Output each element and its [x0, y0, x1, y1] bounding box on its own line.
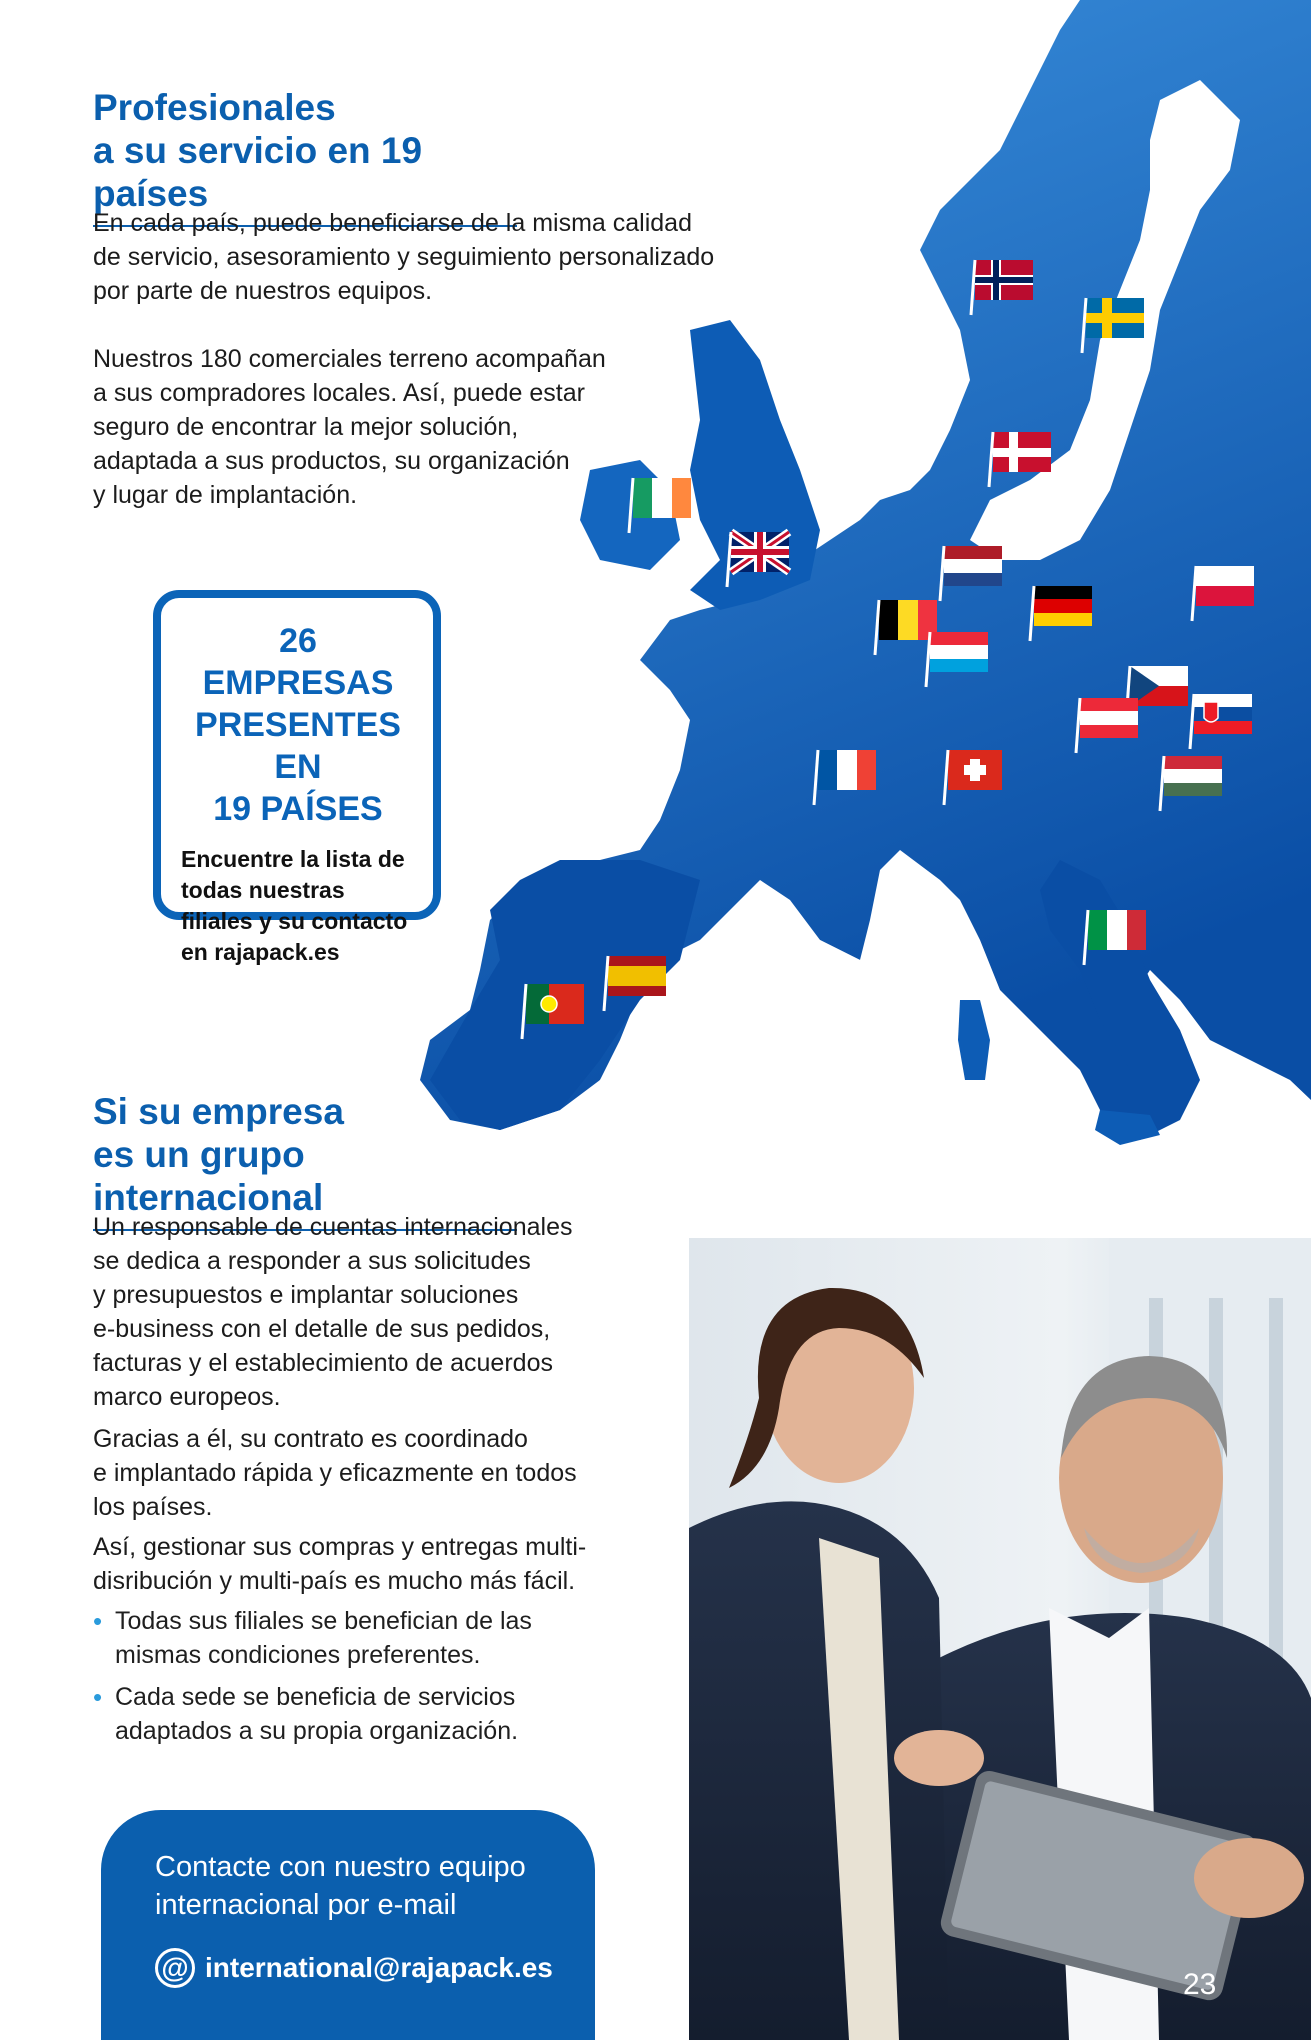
at-sign-icon: @ [155, 1948, 195, 1988]
account-manager-paragraph [93, 1210, 613, 1414]
text-line: e-business con el detalle de sus pedidos, [93, 1315, 551, 1343]
text-line: Así, gestionar sus compras y entregas multi- [93, 1533, 587, 1561]
email-address[interactable]: international@rajapack.es [205, 1952, 553, 1983]
text-line: Todas sus filiales se benefician de las [115, 1607, 532, 1635]
title-line: a su servicio en 19 países [93, 130, 423, 214]
text-line: Cada sede se beneficia de servicios [115, 1683, 516, 1711]
text-line: adaptados a su propia organización. [115, 1717, 519, 1745]
text-line: Gracias a él, su contrato es coordinado [93, 1425, 528, 1453]
page-number: 23 [1183, 1968, 1217, 2001]
text-line: Un responsable de cuentas internacionales [93, 1213, 573, 1241]
text-line: se dedica a responder a sus solicitudes [93, 1247, 531, 1275]
contract-paragraph [93, 1422, 613, 1524]
email-link[interactable] [155, 1948, 565, 1988]
text-line: a sus compradores locales. Así, puede estar [93, 379, 585, 407]
text-line: seguro de encontrar la mejor solución, [93, 413, 519, 441]
text-line: Nuestros 180 comerciales terreno acompañan [93, 345, 606, 373]
contact-box [101, 1810, 595, 2040]
business-people-photo [689, 1238, 1311, 2040]
callout-headline-line: 26 EMPRESAS [202, 622, 394, 702]
benefits-list [93, 1604, 613, 1756]
text-line: disribución y multi-país es mucho más fácil. [93, 1567, 576, 1595]
title-line: es un grupo internacional [93, 1134, 324, 1218]
text-line: los países. [93, 1493, 213, 1521]
text-line: adaptada a sus productos, su organización [93, 447, 570, 475]
bullet-icon: • [93, 1606, 103, 1636]
callout-body [181, 844, 415, 968]
callout-body-line: Encuentre la lista de [181, 846, 405, 872]
title-line: Si su empresa [93, 1091, 344, 1132]
text-line: de servicio, asesoramiento y seguimiento personalizado [93, 243, 715, 271]
purchasing-paragraph [93, 1530, 613, 1598]
callout-body-line: filiales y su contacto [181, 908, 408, 934]
contact-text-line: Contacte con nuestro equipo [155, 1851, 526, 1883]
text-line: e implantado rápida y eficazmente en todos [93, 1459, 577, 1487]
contact-text [155, 1848, 565, 1924]
text-line: por parte de nuestros equipos. [93, 277, 433, 305]
text-line: marco europeos. [93, 1383, 281, 1411]
callout-body-line: en rajapack.es [181, 939, 340, 965]
text-line: En cada país, puede beneficiarse de la misma calidad [93, 209, 692, 237]
list-item [93, 1604, 613, 1672]
contact-text-line: internacional por e-mail [155, 1889, 457, 1921]
title-line: Profesionales [93, 87, 336, 128]
sales-team-paragraph [93, 342, 613, 512]
text-line: y lugar de implantación. [93, 481, 358, 509]
bullet-icon: • [93, 1682, 103, 1712]
intro-paragraph [93, 206, 733, 308]
callout-body-line: todas nuestras [181, 877, 345, 903]
callout-headline-line: 19 PAÍSES [213, 790, 383, 828]
callout-headline [181, 620, 415, 830]
callout-headline-line: PRESENTES EN [195, 706, 401, 786]
text-line: y presupuestos e implantar soluciones [93, 1281, 519, 1309]
companies-callout-box [153, 590, 441, 965]
text-line: mismas condiciones preferentes. [115, 1641, 481, 1669]
list-item [93, 1680, 613, 1748]
text-line: facturas y el establecimiento de acuerdos [93, 1349, 553, 1377]
